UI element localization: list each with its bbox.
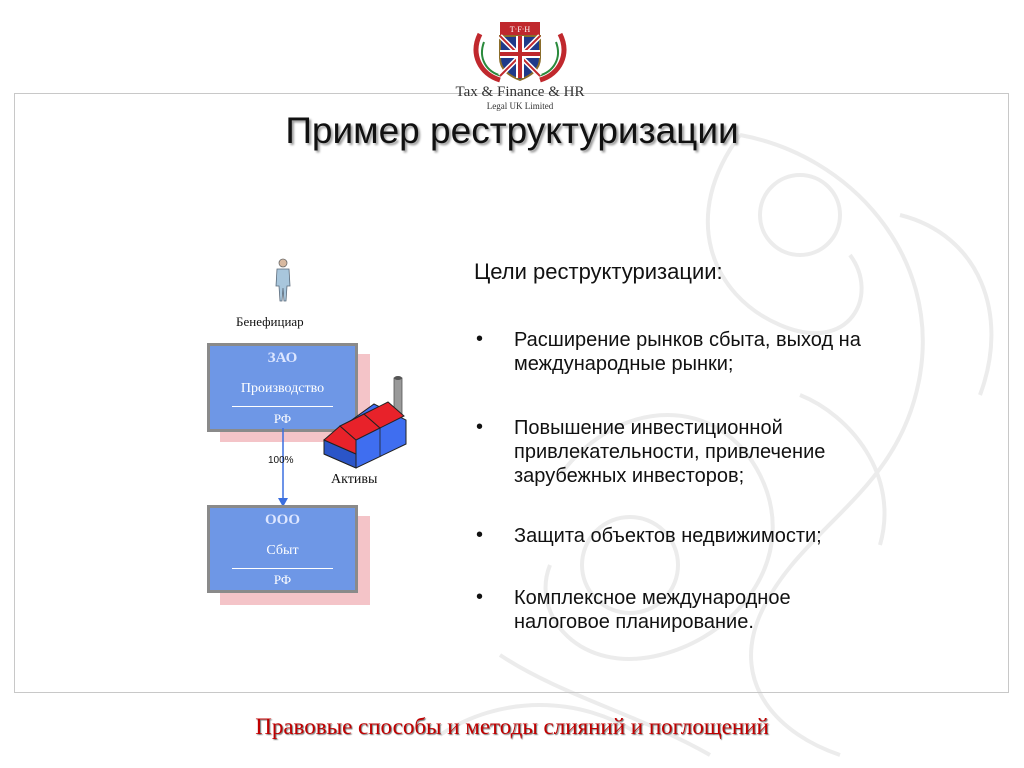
ooo-name: Сбыт xyxy=(266,543,299,558)
zao-country: РФ xyxy=(273,411,292,426)
bullet-marker: • xyxy=(476,524,484,546)
goal-item-3: Защита объектов недвижимости; xyxy=(514,525,822,547)
ooo-divider xyxy=(232,568,333,569)
assets-label: Активы xyxy=(331,472,378,487)
page-title: Пример реструктуризации xyxy=(285,110,739,151)
person-icon xyxy=(272,258,294,302)
bullet-marker: • xyxy=(476,328,484,350)
factory-icon xyxy=(316,374,412,470)
goals-title: Цели реструктуризации: xyxy=(474,259,723,284)
goal-item-1: Расширение рынков сбыта, выход на международные рынки; xyxy=(514,329,861,375)
bullet-marker: • xyxy=(476,416,484,438)
ooo-type: ООО xyxy=(264,512,300,528)
footer-caption: Правовые способы и методы слияний и поглощений xyxy=(255,714,769,739)
ooo-company-box xyxy=(207,505,358,593)
zao-name: Производство xyxy=(240,381,325,396)
goal-item-2: Повышение инвестиционной привлекательности, привлечение зарубежных инвесторов; xyxy=(514,417,826,487)
logo-subtitle: Legal UK Limited xyxy=(486,101,554,111)
content-frame xyxy=(14,93,1009,693)
zao-type: ЗАО xyxy=(267,350,298,366)
company-logo xyxy=(440,14,600,114)
bullet-marker: • xyxy=(476,586,484,608)
ownership-percent: 100% xyxy=(268,455,294,466)
logo-name: Tax & Finance & HR xyxy=(455,84,585,100)
goal-item-4: Комплексное международное налоговое планирование. xyxy=(514,587,791,633)
logo-badge: T·F·H xyxy=(509,25,531,34)
ownership-arrow xyxy=(270,428,300,508)
beneficiary-label: Бенефициар xyxy=(236,314,304,329)
ooo-country: РФ xyxy=(273,572,292,587)
